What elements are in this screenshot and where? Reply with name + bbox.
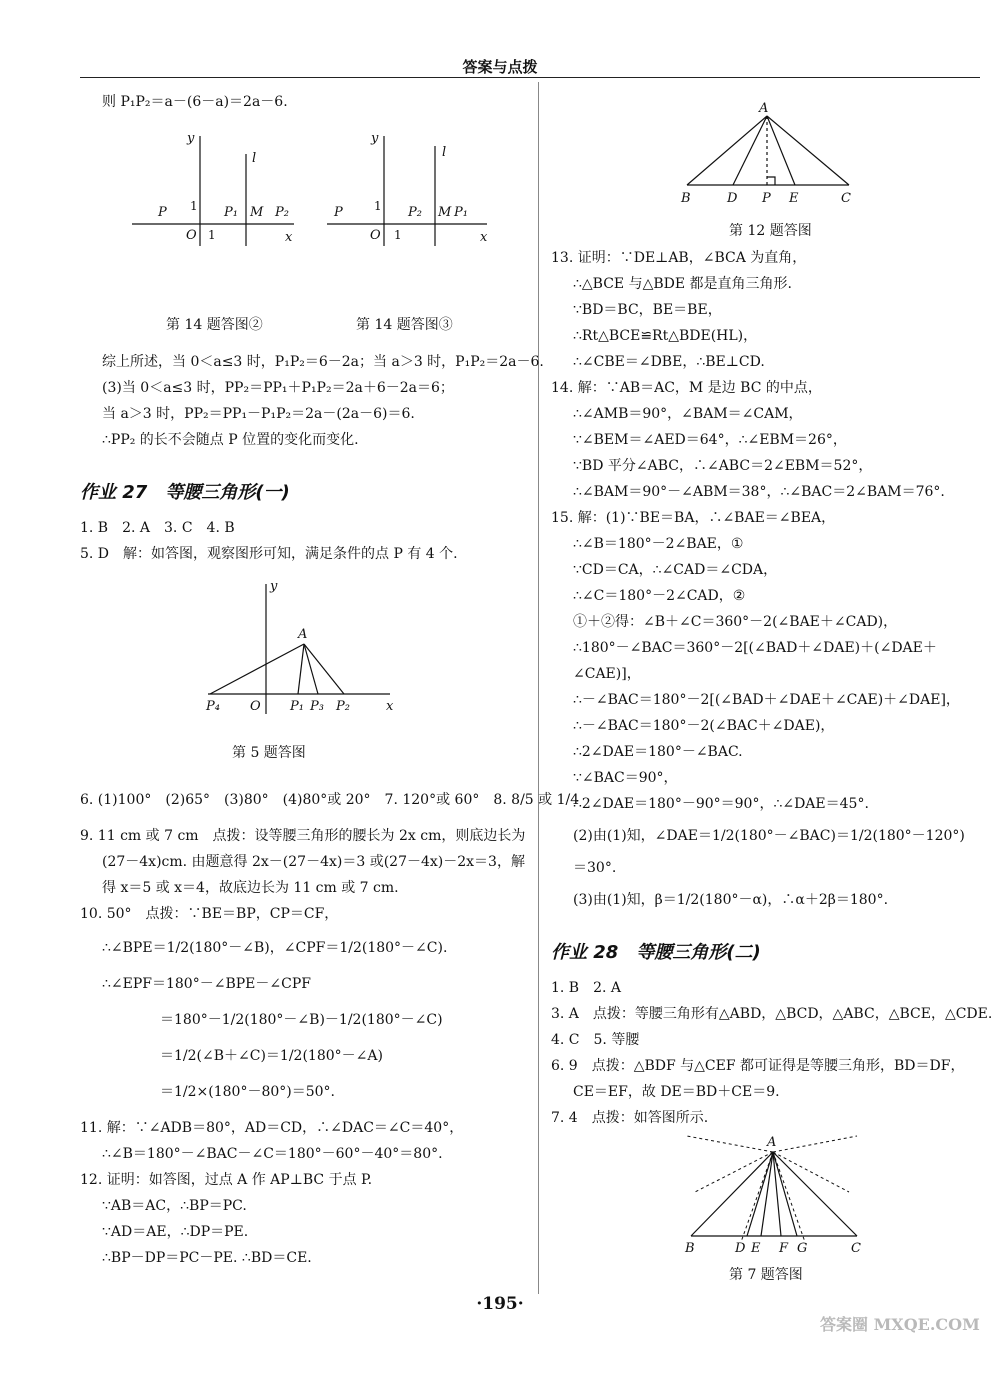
figure-caption: 第 14 题答图③ [356,317,453,333]
page-header [0,0,1000,80]
text-line: ＝1/2(∠B＋∠C)＝1/2(180°－∠A) [160,1048,383,1064]
text-line: 5. D 解：如答图，观察图形可知，满足条件的点 P 有 4 个. [80,546,458,562]
figure-7 [677,1132,867,1256]
figure-5 [200,574,400,724]
text-line: 6. 9 点拨：△BDF 与△CEF 都可证得是等腰三角形，BD＝DF， [551,1058,965,1074]
text-line: ∴180°－∠BAC＝360°－2[(∠BAD＋∠DAE)＋(∠DAE＋ [573,640,937,656]
origin-label: O [186,228,197,243]
text-line: ∠CAE)]， [573,666,641,682]
text-line: 6. (1)100° (2)65° (3)80° (4)80°或 20° 7. 120°或 60° 8. 8/5 或 1/4 [80,792,580,808]
text-line: 7. 4 点拨：如答图所示. [551,1110,709,1126]
text-line: (3)由(1)知，β＝1/2(180°－α)，∴α＋2β＝180°. [573,892,889,908]
text-line: 则 P₁P₂＝a－(6－a)＝2a－6. [102,94,288,110]
text-line: 1. B 2. A 3. C 4. B [80,520,235,536]
text-line: 14. 解：∵AB＝AC，M 是边 BC 的中点， [551,380,822,396]
section-heading: 作业 28 等腰三角形(二) [551,942,761,963]
one-label: 1 [190,199,198,213]
point-a-label: A [767,1135,777,1150]
point-p1-label: P₁ [290,699,304,714]
point-d-label: D [735,1241,746,1256]
text-line: ∴∠B＝180°－2∠BAE，① [573,536,744,552]
watermark-text: 答案圈 MXQE.COM [820,1315,980,1334]
header-rule [80,77,980,78]
text-line: ∵AD＝AE，∴DP＝PE. [102,1224,249,1240]
text-line: (3)当 0＜a≤3 时，PP₂＝PP₁＋P₁P₂＝2a＋6－2a＝6； [102,380,454,396]
point-p2-label: P₂ [275,205,289,220]
point-c-label: C [841,191,851,206]
point-e-label: E [751,1241,761,1256]
point-e-label: E [789,191,799,206]
text-line: 1. B 2. A [551,980,622,996]
point-p-label: P [762,191,771,206]
text-line: ∴－∠BAC＝180°－2[(∠BAD＋∠DAE＋∠CAE)＋∠DAE]， [573,692,960,708]
figure-12 [677,100,867,210]
point-p2-label: P₂ [408,205,422,220]
text-line: 当 a＞3 时，PP₂＝PP₁－P₁P₂＝2a－(2a－6)＝6. [102,406,415,422]
axis-y-label: y [371,131,379,146]
header-title: 答案与点拨 [462,58,538,76]
one-label: 1 [394,228,402,242]
point-b-label: B [685,1241,695,1256]
text-line: ∵∠BAC＝90°， [573,770,678,786]
text-line: 9. 11 cm 或 7 cm 点拨：设等腰三角形的腰长为 2x cm，则底边长为 [80,828,526,844]
text-line: (2)由(1)知，∠DAE＝1/2(180°－∠BAC)＝1/2(180°－120°) [573,828,965,844]
text-line: ∴∠C＝180°－2∠CAD，② [573,588,746,604]
text-line: 综上所述，当 0＜a≤3 时，P₁P₂＝6－2a；当 a＞3 时，P₁P₂＝2a－6. [102,354,544,370]
figure-caption: 第 12 题答图 [729,223,812,239]
text-line: ＝1/2×(180°－80°)＝50°. [160,1084,335,1100]
point-c-label: C [851,1241,861,1256]
text-line: ∴∠EPF＝180°－∠BPE－∠CPF [102,976,311,992]
text-line: 11. 解：∵∠ADB＝80°，AD＝CD，∴∠DAC＝∠C＝40°， [80,1120,464,1136]
text-line: 12. 证明：如答图，过点 A 作 AP⊥BC 于点 P. [80,1172,373,1188]
text-line: ∵∠BEM＝∠AED＝64°，∴∠EBM＝26°， [573,432,847,448]
point-a-label: A [759,101,769,116]
text-line: ∴∠AMB＝90°，∠BAM＝∠CAM， [573,406,803,422]
figure-caption: 第 7 题答图 [729,1267,803,1283]
point-d-label: D [727,191,738,206]
text-line: CE＝EF，故 DE＝BD＋CE＝9. [573,1084,780,1100]
axis-y-label: y [187,131,195,146]
text-line: (27－4x)cm. 由题意得 2x－(27－4x)＝3 或(27－4x)－2x＝3，解 [102,854,525,870]
point-p-label: P [334,205,343,220]
point-m-label: M [438,205,452,220]
axis-x-label: x [386,699,394,714]
column-divider [538,82,539,1294]
text-line: ∵BD＝BC，BE＝BE， [573,302,722,318]
figure-14-2-and-3 [132,126,502,251]
one-label: 1 [208,228,216,242]
point-p1-label: P₁ [224,205,238,220]
figure-caption: 第 14 题答图② [166,317,263,333]
point-p-label: P [158,205,167,220]
text-line: ∴－∠BAC＝180°－2(∠BAC＋∠DAE)， [573,718,835,734]
point-p2-label: P₂ [336,699,350,714]
point-p3-label: P₃ [310,699,324,714]
text-line: ∴∠B＝180°－∠BAC－∠C＝180°－60°－40°＝80°. [102,1146,443,1162]
point-g-label: G [797,1241,808,1256]
origin-label: O [250,699,261,714]
text-line: ＝180°－1/2(180°－∠B)－1/2(180°－∠C) [160,1012,443,1028]
axis-x-label: x [285,230,293,245]
line-l-label: l [442,145,447,160]
point-m-label: M [250,205,264,220]
point-b-label: B [681,191,691,206]
point-a-label: A [298,627,308,642]
text-line: ∴Rt△BCE≌Rt△BDE(HL)， [573,328,758,344]
text-line: 15. 解：(1)∵BE＝BA，∴∠BAE＝∠BEA， [551,510,836,526]
text-line: ∴△BCE 与△BDE 都是直角三角形. [573,276,793,292]
text-line: 3. A 点拨：等腰三角形有△ABD，△BCD，△ABC，△BCE，△CDE. [551,1006,993,1022]
text-line: ∴∠BPE＝1/2(180°－∠B)，∠CPF＝1/2(180°－∠C). [102,940,448,956]
text-line: ∴BP－DP＝PC－PE. ∴BD＝CE. [102,1250,312,1266]
text-line: ∴∠BAM＝90°－∠ABM＝38°，∴∠BAC＝2∠BAM＝76°. [573,484,945,500]
text-line: ∵CD＝CA，∴∠CAD＝∠CDA， [573,562,778,578]
text-line: ∴PP₂ 的长不会随点 P 位置的变化而变化. [102,432,359,448]
text-line: ∴∠CBE＝∠DBE，∴BE⊥CD. [573,354,765,370]
point-f-label: F [779,1241,789,1256]
point-p4-label: P₄ [206,699,220,714]
text-line: ∵BD 平分∠ABC，∴∠ABC＝2∠EBM＝52°， [573,458,873,474]
text-line: 13. 证明：∵DE⊥AB，∠BCA 为直角， [551,250,807,266]
section-heading: 作业 27 等腰三角形(一) [80,482,290,503]
line-l-label: l [252,151,257,166]
one-label: 1 [374,199,382,213]
text-line: ①＋②得：∠B＋∠C＝360°－2(∠BAE＋∠CAD)， [573,614,898,630]
text-line: ∴2∠DAE＝180°－90°＝90°，∴∠DAE＝45°. [573,796,869,812]
axis-x-label: x [480,230,488,245]
origin-label: O [370,228,381,243]
text-line: ∵AB＝AC，∴BP＝PC. [102,1198,247,1214]
text-line: 10. 50° 点拨：∵BE＝BP，CP＝CF， [80,906,339,922]
text-line: ∴2∠DAE＝180°－∠BAC. [573,744,743,760]
watermark-logo [810,1290,1000,1374]
axis-y-label: y [270,579,278,594]
point-p1-label: P₁ [454,205,468,220]
text-line: ＝30°. [573,860,617,876]
figure-caption: 第 5 题答图 [232,745,306,761]
text-line: 4. C 5. 等腰 [551,1032,640,1048]
page-number: ·195· [476,1294,524,1314]
text-line: 得 x＝5 或 x＝4，故底边长为 11 cm 或 7 cm. [102,880,399,896]
